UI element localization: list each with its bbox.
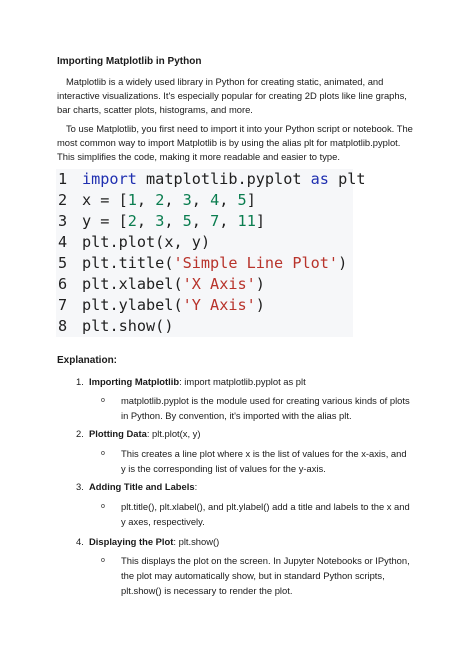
line-number: 3	[58, 212, 68, 230]
item-heading	[89, 480, 197, 494]
line-number: 2	[58, 191, 68, 209]
item-detail-text: This creates a line plot where x is the list of values for the x-axis, and y is the corresponding list of values for the y-axis.	[121, 448, 407, 474]
item-label: Adding Title and Labels	[89, 481, 195, 492]
circle-bullet-icon: o	[101, 503, 105, 510]
code-text: plt.xlabel('X Axis')	[82, 275, 265, 293]
item-number: 3.	[76, 481, 84, 492]
circle-bullet-icon: o	[101, 397, 105, 404]
item-detail-text: matplotlib.pyplot is the module used for creating various kinds of plots in Python. By convention, it's imported with the alias plt.	[121, 395, 410, 421]
item-label: Displaying the Plot	[89, 536, 174, 547]
line-number: 4	[58, 233, 68, 251]
item-code: :	[194, 481, 198, 492]
code-text: plt.show()	[82, 317, 174, 335]
item-code: : plt.plot(x, y)	[146, 428, 201, 439]
item-number: 2.	[76, 428, 84, 439]
circle-bullet-icon: o	[101, 557, 105, 564]
item-number: 1.	[76, 376, 84, 387]
item-label: Plotting Data	[89, 428, 147, 439]
code-line	[56, 316, 353, 337]
circle-bullet-icon: o	[101, 450, 105, 457]
line-number: 1	[58, 170, 68, 188]
code-line	[56, 169, 366, 190]
code-text: y = [2, 3, 5, 7, 11]	[82, 212, 265, 230]
code-text: plt.plot(x, y)	[82, 233, 211, 251]
usage-paragraph	[57, 122, 419, 164]
item-heading	[89, 535, 219, 549]
page-heading: Importing Matplotlib in Python	[57, 56, 202, 67]
explanation-title: Explanation:	[57, 355, 118, 366]
item-heading	[89, 427, 200, 441]
usage-text: To use Matplotlib, you first need to import it into your Python script or notebook. The most common way to import Matplotlib is by using the alias plt for matplotlib.pyplot. This simplifies the code, making it more readable and easier to type.	[57, 123, 413, 162]
code-text: import matplotlib.pyplot as plt	[82, 170, 366, 188]
code-line	[56, 274, 353, 295]
item-label: Importing Matplotlib	[89, 376, 180, 387]
item-heading	[89, 375, 306, 389]
line-number: 6	[58, 275, 68, 293]
intro-paragraph	[57, 75, 419, 117]
code-block	[56, 169, 366, 337]
code-line	[56, 295, 353, 316]
line-number: 5	[58, 254, 68, 272]
item-number: 4.	[76, 536, 84, 547]
item-code: : import matplotlib.pyplot as plt	[179, 376, 306, 387]
code-text: plt.title('Simple Line Plot')	[82, 254, 348, 272]
intro-text: Matplotlib is a widely used library in Python for creating static, animated, and interactive visualizations. It's especially popular for creating 2D plots like line graphs, bar charts, scatter plots, histograms, and more.	[57, 76, 407, 115]
item-detail-text: This displays the plot on the screen. In Jupyter Notebooks or IPython, the plot may automatically show, but in standard Python scripts, plt.show() is necessary to render the plot.	[121, 555, 410, 596]
code-line	[56, 232, 353, 253]
code-text: x = [1, 2, 3, 4, 5]	[82, 191, 256, 209]
code-line	[56, 253, 353, 274]
code-text: plt.ylabel('Y Axis')	[82, 296, 265, 314]
code-line	[56, 190, 353, 211]
item-detail-text: plt.title(), plt.xlabel(), and plt.ylabel() add a title and labels to the x and y axes, respectively.	[121, 501, 410, 527]
item-code: : plt.show()	[173, 536, 220, 547]
code-line	[56, 211, 353, 232]
line-number: 8	[58, 317, 68, 335]
line-number: 7	[58, 296, 68, 314]
